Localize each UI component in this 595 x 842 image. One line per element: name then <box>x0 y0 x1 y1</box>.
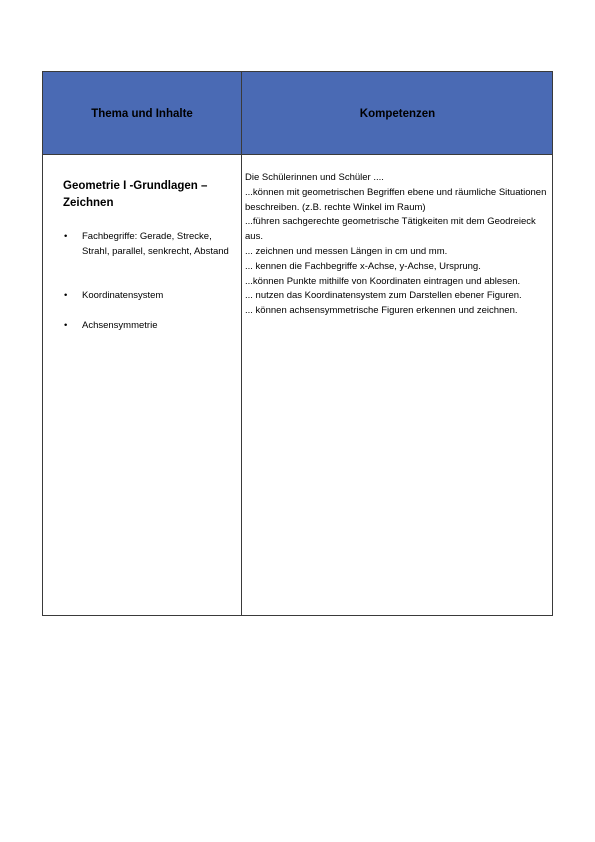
topic-list <box>63 230 235 333</box>
competency-item: ... nutzen das Koordinatensystem zum Darstellen ebener Figuren. <box>245 290 522 302</box>
topic-title-line1: Geometrie I -Grundlagen – <box>63 180 208 192</box>
competency-item: ...können Punkte mithilfe von Koordinaten eintragen und ablesen. <box>245 275 521 287</box>
list-item: • Koordinatensystem <box>63 289 235 304</box>
competencies-intro: Die Schülerinnen und Schüler .... <box>245 172 384 183</box>
topic-title-line2: Zeichnen <box>63 197 114 209</box>
competency-item: ...können mit geometrischen Begriffen ebene und räumliche Situationen beschreiben. (z.B. rechte Winkel im Raum) <box>245 186 547 213</box>
list-item: • Achsensymmetrie <box>63 319 235 334</box>
topic-cell <box>63 178 235 333</box>
competency-item: ...führen sachgerechte geometrische Tätigkeiten mit dem Geodreieck aus. <box>245 216 536 243</box>
header-competencies: Kompetenzen <box>359 107 436 120</box>
competencies-cell <box>245 171 549 319</box>
list-item: • Fachbegriffe: Gerade, Strecke, Strahl, parallel, senkrecht, Abstand <box>63 230 235 259</box>
header-topic-content: Thema und Inhalte <box>91 107 193 120</box>
competency-item: ... zeichnen und messen Längen in cm und mm. <box>245 245 448 257</box>
competency-item: ... können achsensymmetrische Figuren erkennen und zeichnen. <box>245 305 518 317</box>
competency-item: ... kennen die Fachbegriffe x-Achse, y-Achse, Ursprung. <box>245 260 481 272</box>
topic-title <box>63 178 235 212</box>
curriculum-table <box>42 71 553 616</box>
